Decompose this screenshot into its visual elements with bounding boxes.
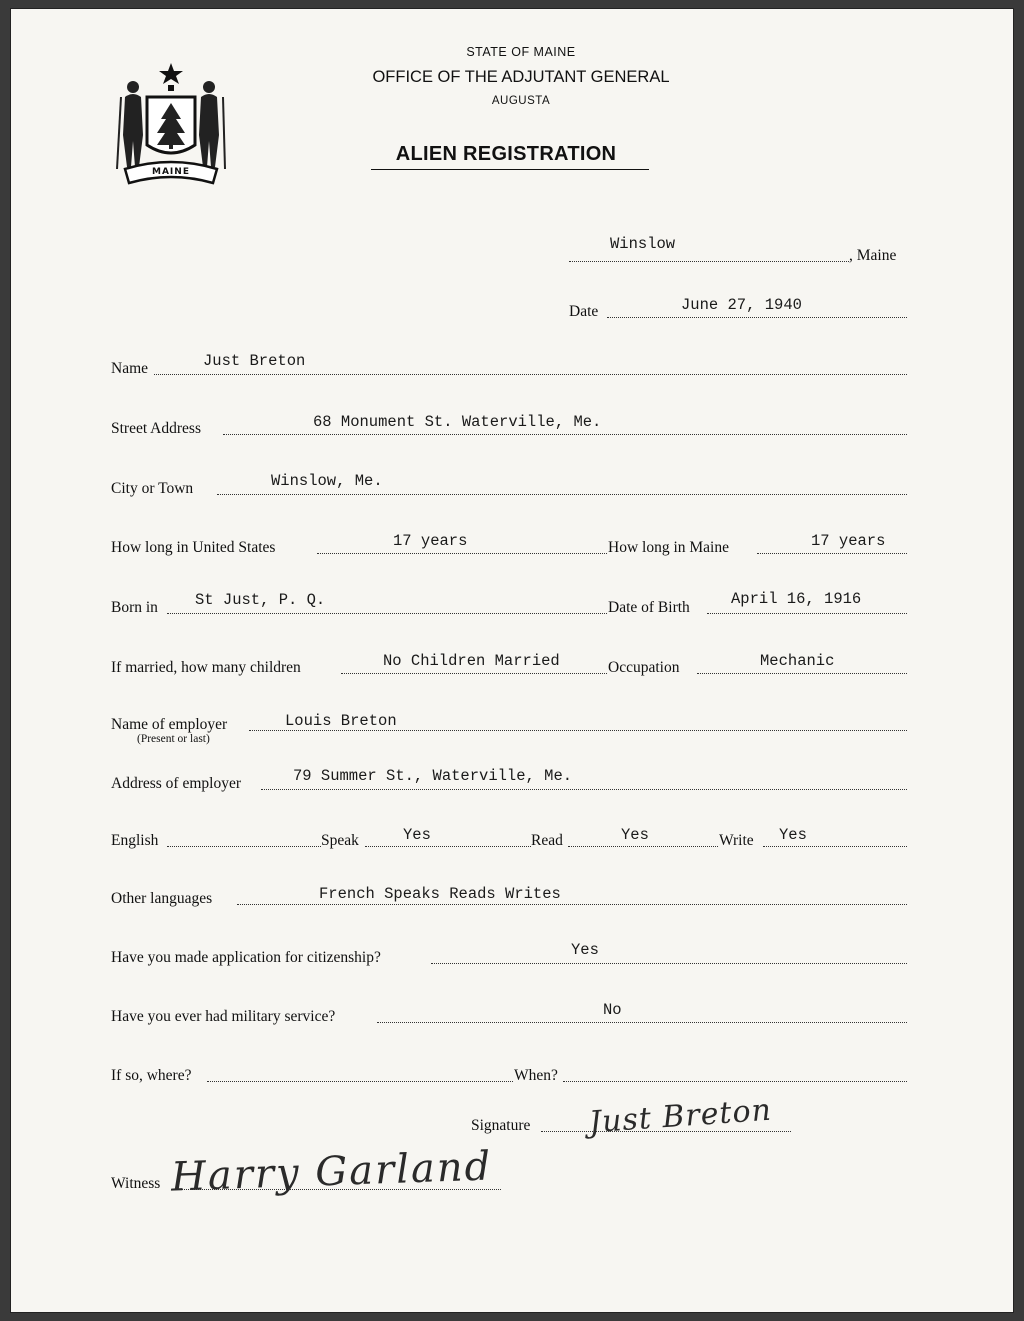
other-languages-label: Other languages	[111, 890, 213, 907]
where-dotted-line	[207, 1081, 513, 1082]
signature-value: Just Breton	[588, 1092, 773, 1141]
read-label: Read	[531, 832, 563, 849]
state-heading: STATE OF MAINE	[466, 45, 576, 59]
read-value: Yes	[621, 826, 649, 844]
employer-label: Name of employer	[111, 716, 228, 733]
dob-label: Date of Birth	[608, 599, 690, 616]
office-heading: OFFICE OF THE ADJUTANT GENERAL	[372, 68, 670, 86]
employer-address-label: Address of employer	[111, 775, 241, 792]
witness-signature: Harry Garland	[170, 1143, 493, 1201]
name-value: Just Breton	[203, 352, 306, 370]
city-heading: AUGUSTA	[491, 95, 551, 107]
employer-value: Louis Breton	[285, 712, 397, 730]
seal-banner-text: MAINE	[152, 167, 190, 177]
title-underline	[371, 169, 649, 170]
write-dotted-line	[763, 846, 907, 847]
military-value: No	[603, 1001, 622, 1019]
other-languages-dotted-line	[237, 904, 907, 905]
employer-dotted-line	[249, 730, 907, 731]
born-dotted-line	[167, 613, 607, 614]
employer-address-value: 79 Summer St., Waterville, Me.	[293, 767, 573, 785]
dob-value: April 16, 1916	[731, 590, 862, 608]
born-value: St Just, P. Q.	[195, 591, 326, 609]
date-value: June 27, 1940	[681, 296, 802, 314]
speak-label: Speak	[321, 832, 359, 849]
citizenship-value: Yes	[571, 941, 599, 959]
occupation-value: Mechanic	[760, 652, 835, 670]
maine-state-seal	[111, 57, 231, 187]
date-label: Date	[569, 303, 599, 320]
employer-sublabel: (Present or last)	[137, 733, 210, 745]
city-value: Winslow, Me.	[271, 472, 383, 490]
maine-duration-value: 17 years	[811, 532, 886, 550]
when-dotted-line	[563, 1081, 907, 1082]
english-dotted-line	[167, 846, 321, 847]
name-dotted-line	[154, 374, 907, 375]
citizenship-dotted-line	[431, 963, 907, 964]
military-dotted-line	[377, 1022, 907, 1023]
born-label: Born in	[111, 599, 158, 616]
us-duration-label: How long in United States	[111, 539, 276, 556]
write-label: Write	[719, 832, 754, 849]
name-label: Name	[111, 360, 149, 377]
maine-suffix: , Maine	[849, 247, 897, 264]
us-duration-value: 17 years	[393, 532, 468, 550]
street-address-label: Street Address	[111, 420, 201, 437]
maine-dotted-line	[757, 553, 907, 554]
children-value: No Children Married	[383, 652, 560, 670]
citizenship-label: Have you made application for citizenship?	[111, 949, 381, 966]
street-dotted-line	[223, 434, 907, 435]
town-value: Winslow	[610, 235, 676, 253]
city-dotted-line	[217, 494, 907, 495]
speak-dotted-line	[365, 846, 531, 847]
military-label: Have you ever had military service?	[111, 1008, 336, 1025]
signature-label: Signature	[471, 1117, 531, 1134]
maine-duration-label: How long in Maine	[608, 539, 729, 556]
town-dotted-line	[569, 261, 849, 262]
occupation-label: Occupation	[608, 659, 680, 676]
occupation-dotted-line	[697, 673, 907, 674]
dob-dotted-line	[707, 613, 907, 614]
date-dotted-line	[607, 317, 907, 318]
employer-address-dotted-line	[261, 789, 907, 790]
children-label: If married, how many children	[111, 659, 301, 676]
when-label: When?	[514, 1067, 558, 1084]
witness-label: Witness	[111, 1175, 161, 1192]
write-value: Yes	[779, 826, 807, 844]
children-dotted-line	[341, 673, 607, 674]
page-title: ALIEN REGISTRATION	[395, 143, 617, 165]
where-label: If so, where?	[111, 1067, 192, 1084]
us-dotted-line	[317, 553, 607, 554]
registration-form-sheet	[10, 8, 1014, 1313]
city-label: City or Town	[111, 480, 194, 497]
english-label: English	[111, 832, 159, 849]
street-address-value: 68 Monument St. Waterville, Me.	[313, 413, 602, 431]
speak-value: Yes	[403, 826, 431, 844]
read-dotted-line	[568, 846, 718, 847]
other-languages-value: French Speaks Reads Writes	[319, 885, 561, 903]
